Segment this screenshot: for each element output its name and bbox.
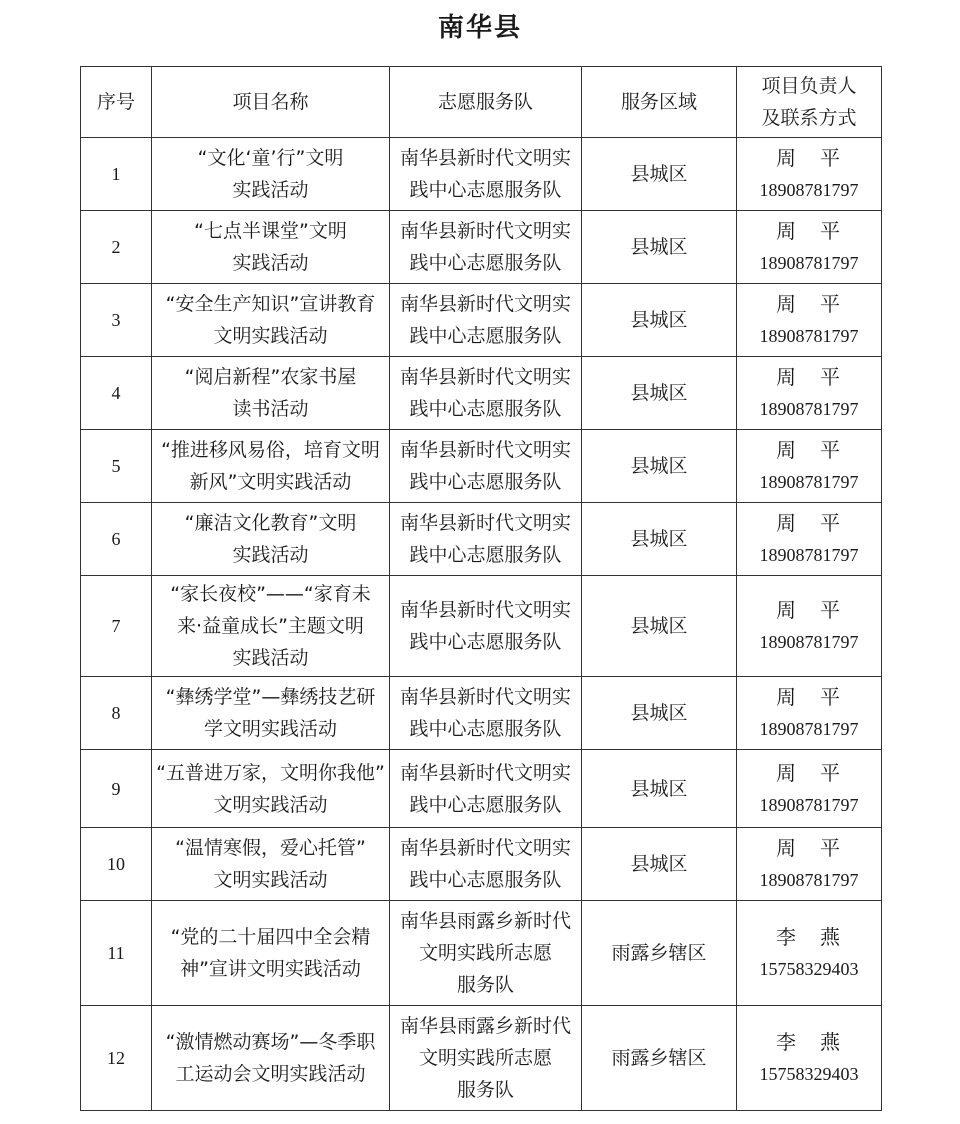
contact-phone: 18908781797	[759, 472, 859, 492]
cell-volunteer-team	[390, 828, 582, 901]
volunteer-team-line: 南华县新时代文明实	[399, 512, 571, 534]
project-name-line: 文明实践活动	[213, 793, 328, 816]
cell-service-area: 县城区	[582, 357, 737, 430]
cell-contact	[737, 503, 882, 576]
project-name-line: “温情寒假，爱心托管”	[175, 837, 366, 859]
project-name-line: 学文明实践活动	[203, 718, 337, 740]
cell-project-name	[152, 211, 390, 284]
table-row	[81, 828, 882, 901]
cell-seq: 12	[81, 1006, 152, 1111]
volunteer-team-line: 践中心志愿服务队	[409, 398, 562, 420]
project-name-line: “五普进万家，文明你我他”	[156, 761, 385, 784]
table-body	[81, 138, 882, 1111]
cell-project-name	[152, 138, 390, 211]
header-contact	[737, 67, 882, 138]
cell-project-name	[152, 430, 390, 503]
contact-name: 李 燕	[776, 1030, 842, 1054]
project-name-line: 神”宣讲文明实践活动	[180, 958, 361, 980]
volunteer-team-line: 践中心志愿服务队	[409, 252, 562, 274]
volunteer-team-line: 服务队	[456, 974, 514, 996]
cell-volunteer-team	[390, 284, 582, 357]
cell-seq: 7	[81, 576, 152, 677]
cell-seq: 11	[81, 901, 152, 1006]
cell-service-area: 县城区	[582, 430, 737, 503]
cell-volunteer-team	[390, 677, 582, 750]
header-service-area: 服务区域	[582, 67, 737, 138]
project-name-line: “推进移风易俗，培育文明	[161, 439, 380, 461]
contact-name: 周 平	[776, 598, 842, 622]
project-name-line: “安全生产知识”宣讲教育	[165, 293, 376, 315]
cell-project-name	[152, 357, 390, 430]
project-table	[80, 66, 882, 1111]
cell-seq: 2	[81, 211, 152, 284]
cell-contact	[737, 211, 882, 284]
cell-service-area: 雨露乡辖区	[582, 1006, 737, 1111]
cell-project-name	[152, 677, 390, 750]
project-name-line: 文明实践活动	[213, 869, 328, 891]
cell-service-area: 县城区	[582, 828, 737, 901]
contact-name: 周 平	[776, 365, 842, 389]
cell-project-name	[152, 284, 390, 357]
table-row	[81, 503, 882, 576]
project-name-line: 来·益童成长”主题文明	[177, 615, 364, 637]
volunteer-team-line: 南华县雨露乡新时代	[399, 910, 571, 932]
volunteer-team-line: 践中心志愿服务队	[409, 471, 562, 493]
header-contact-line1: 项目负责人	[761, 75, 857, 97]
contact-phone: 18908781797	[759, 632, 859, 652]
volunteer-team-line: 南华县新时代文明实	[399, 220, 571, 242]
contact-phone: 18908781797	[759, 253, 859, 273]
contact-name: 周 平	[776, 685, 842, 709]
cell-seq: 5	[81, 430, 152, 503]
volunteer-team-line: 南华县新时代文明实	[399, 837, 571, 859]
cell-volunteer-team	[390, 750, 582, 828]
contact-name: 周 平	[776, 219, 842, 243]
volunteer-team-line: 南华县新时代文明实	[399, 147, 571, 169]
volunteer-team-line: 文明实践所志愿	[418, 942, 552, 964]
cell-volunteer-team	[390, 138, 582, 211]
cell-seq: 9	[81, 750, 152, 828]
cell-contact	[737, 677, 882, 750]
project-name-line: 工运动会文明实践活动	[175, 1063, 366, 1085]
contact-phone: 18908781797	[759, 870, 859, 890]
cell-seq: 4	[81, 357, 152, 430]
cell-service-area: 县城区	[582, 503, 737, 576]
cell-seq: 6	[81, 503, 152, 576]
cell-service-area: 县城区	[582, 576, 737, 677]
cell-project-name	[152, 576, 390, 677]
table-row	[81, 138, 882, 211]
table-row	[81, 1006, 882, 1111]
contact-phone: 15758329403	[759, 1064, 859, 1084]
cell-volunteer-team	[390, 357, 582, 430]
project-name-line: 实践活动	[232, 179, 309, 201]
cell-contact	[737, 138, 882, 211]
page-title: 南华县	[437, 13, 522, 43]
cell-project-name	[152, 1006, 390, 1111]
cell-seq: 8	[81, 677, 152, 750]
header-project-name: 项目名称	[152, 67, 390, 138]
cell-volunteer-team	[390, 503, 582, 576]
header-seq: 序号	[81, 67, 152, 138]
header-contact-line2: 及联系方式	[761, 107, 857, 129]
contact-phone: 15758329403	[759, 959, 859, 979]
volunteer-team-line: 南华县新时代文明实	[399, 366, 571, 388]
volunteer-team-line: 践中心志愿服务队	[409, 869, 562, 891]
volunteer-team-line: 践中心志愿服务队	[409, 718, 562, 740]
contact-name: 周 平	[776, 438, 842, 462]
cell-project-name	[152, 750, 390, 828]
cell-seq: 10	[81, 828, 152, 901]
table-row	[81, 677, 882, 750]
volunteer-team-line: 南华县新时代文明实	[399, 761, 571, 784]
table-row	[81, 901, 882, 1006]
cell-volunteer-team	[390, 1006, 582, 1111]
table-row	[81, 430, 882, 503]
cell-volunteer-team	[390, 576, 582, 677]
cell-service-area: 县城区	[582, 138, 737, 211]
table-row	[81, 750, 882, 828]
contact-phone: 18908781797	[759, 326, 859, 346]
cell-project-name	[152, 503, 390, 576]
cell-contact	[737, 1006, 882, 1111]
cell-volunteer-team	[390, 430, 582, 503]
project-name-line: “七点半课堂”文明	[194, 220, 347, 242]
contact-name: 周 平	[776, 760, 842, 785]
project-name-line: 实践活动	[232, 544, 309, 566]
cell-contact	[737, 828, 882, 901]
project-name-line: “家长夜校”——“家育未	[170, 583, 371, 605]
volunteer-team-line: 践中心志愿服务队	[409, 544, 562, 566]
volunteer-team-line: 南华县雨露乡新时代	[399, 1015, 571, 1037]
cell-seq: 1	[81, 138, 152, 211]
project-name-line: “阅启新程”农家书屋	[184, 366, 357, 388]
contact-name: 周 平	[776, 292, 842, 316]
project-name-line: 文明实践活动	[213, 325, 328, 347]
contact-name: 李 燕	[776, 925, 842, 949]
volunteer-team-line: 南华县新时代文明实	[399, 439, 571, 461]
volunteer-team-line: 文明实践所志愿	[418, 1047, 552, 1069]
cell-contact	[737, 576, 882, 677]
cell-seq: 3	[81, 284, 152, 357]
contact-name: 周 平	[776, 511, 842, 535]
table-row	[81, 357, 882, 430]
contact-name: 周 平	[776, 146, 842, 170]
volunteer-team-line: 践中心志愿服务队	[409, 793, 562, 816]
cell-service-area: 县城区	[582, 211, 737, 284]
project-name-line: 实践活动	[232, 647, 309, 669]
project-name-line: “激情燃动赛场”—冬季职	[165, 1031, 376, 1053]
header-volunteer-team: 志愿服务队	[390, 67, 582, 138]
cell-service-area: 县城区	[582, 677, 737, 750]
table-row	[81, 211, 882, 284]
cell-contact	[737, 430, 882, 503]
project-name-line: “文化‘童’行”文明	[197, 147, 344, 169]
cell-service-area: 县城区	[582, 284, 737, 357]
contact-phone: 18908781797	[759, 794, 859, 815]
project-name-line: “彝绣学堂”—彝绣技艺研	[165, 686, 376, 708]
cell-contact	[737, 750, 882, 828]
volunteer-team-line: 南华县新时代文明实	[399, 599, 571, 621]
cell-volunteer-team	[390, 901, 582, 1006]
contact-phone: 18908781797	[759, 545, 859, 565]
contact-name: 周 平	[776, 836, 842, 860]
volunteer-team-line: 服务队	[456, 1079, 514, 1101]
volunteer-team-line: 践中心志愿服务队	[409, 179, 562, 201]
project-name-line: “党的二十届四中全会精	[170, 926, 371, 948]
project-name-line: 实践活动	[232, 252, 309, 274]
project-name-line: 读书活动	[232, 398, 309, 420]
contact-phone: 18908781797	[759, 180, 859, 200]
table-header-row	[81, 67, 882, 138]
volunteer-team-line: 践中心志愿服务队	[409, 325, 562, 347]
cell-service-area: 县城区	[582, 750, 737, 828]
volunteer-team-line: 践中心志愿服务队	[409, 631, 562, 653]
cell-contact	[737, 901, 882, 1006]
cell-volunteer-team	[390, 211, 582, 284]
table-row	[81, 576, 882, 677]
table-row	[81, 284, 882, 357]
volunteer-team-line: 南华县新时代文明实	[399, 293, 571, 315]
project-name-line: 新风”文明实践活动	[189, 471, 352, 493]
volunteer-team-line: 南华县新时代文明实	[399, 686, 571, 708]
cell-service-area: 雨露乡辖区	[582, 901, 737, 1006]
contact-phone: 18908781797	[759, 719, 859, 739]
contact-phone: 18908781797	[759, 399, 859, 419]
cell-project-name	[152, 901, 390, 1006]
cell-project-name	[152, 828, 390, 901]
cell-contact	[737, 357, 882, 430]
project-name-line: “廉洁文化教育”文明	[184, 512, 357, 534]
cell-contact	[737, 284, 882, 357]
